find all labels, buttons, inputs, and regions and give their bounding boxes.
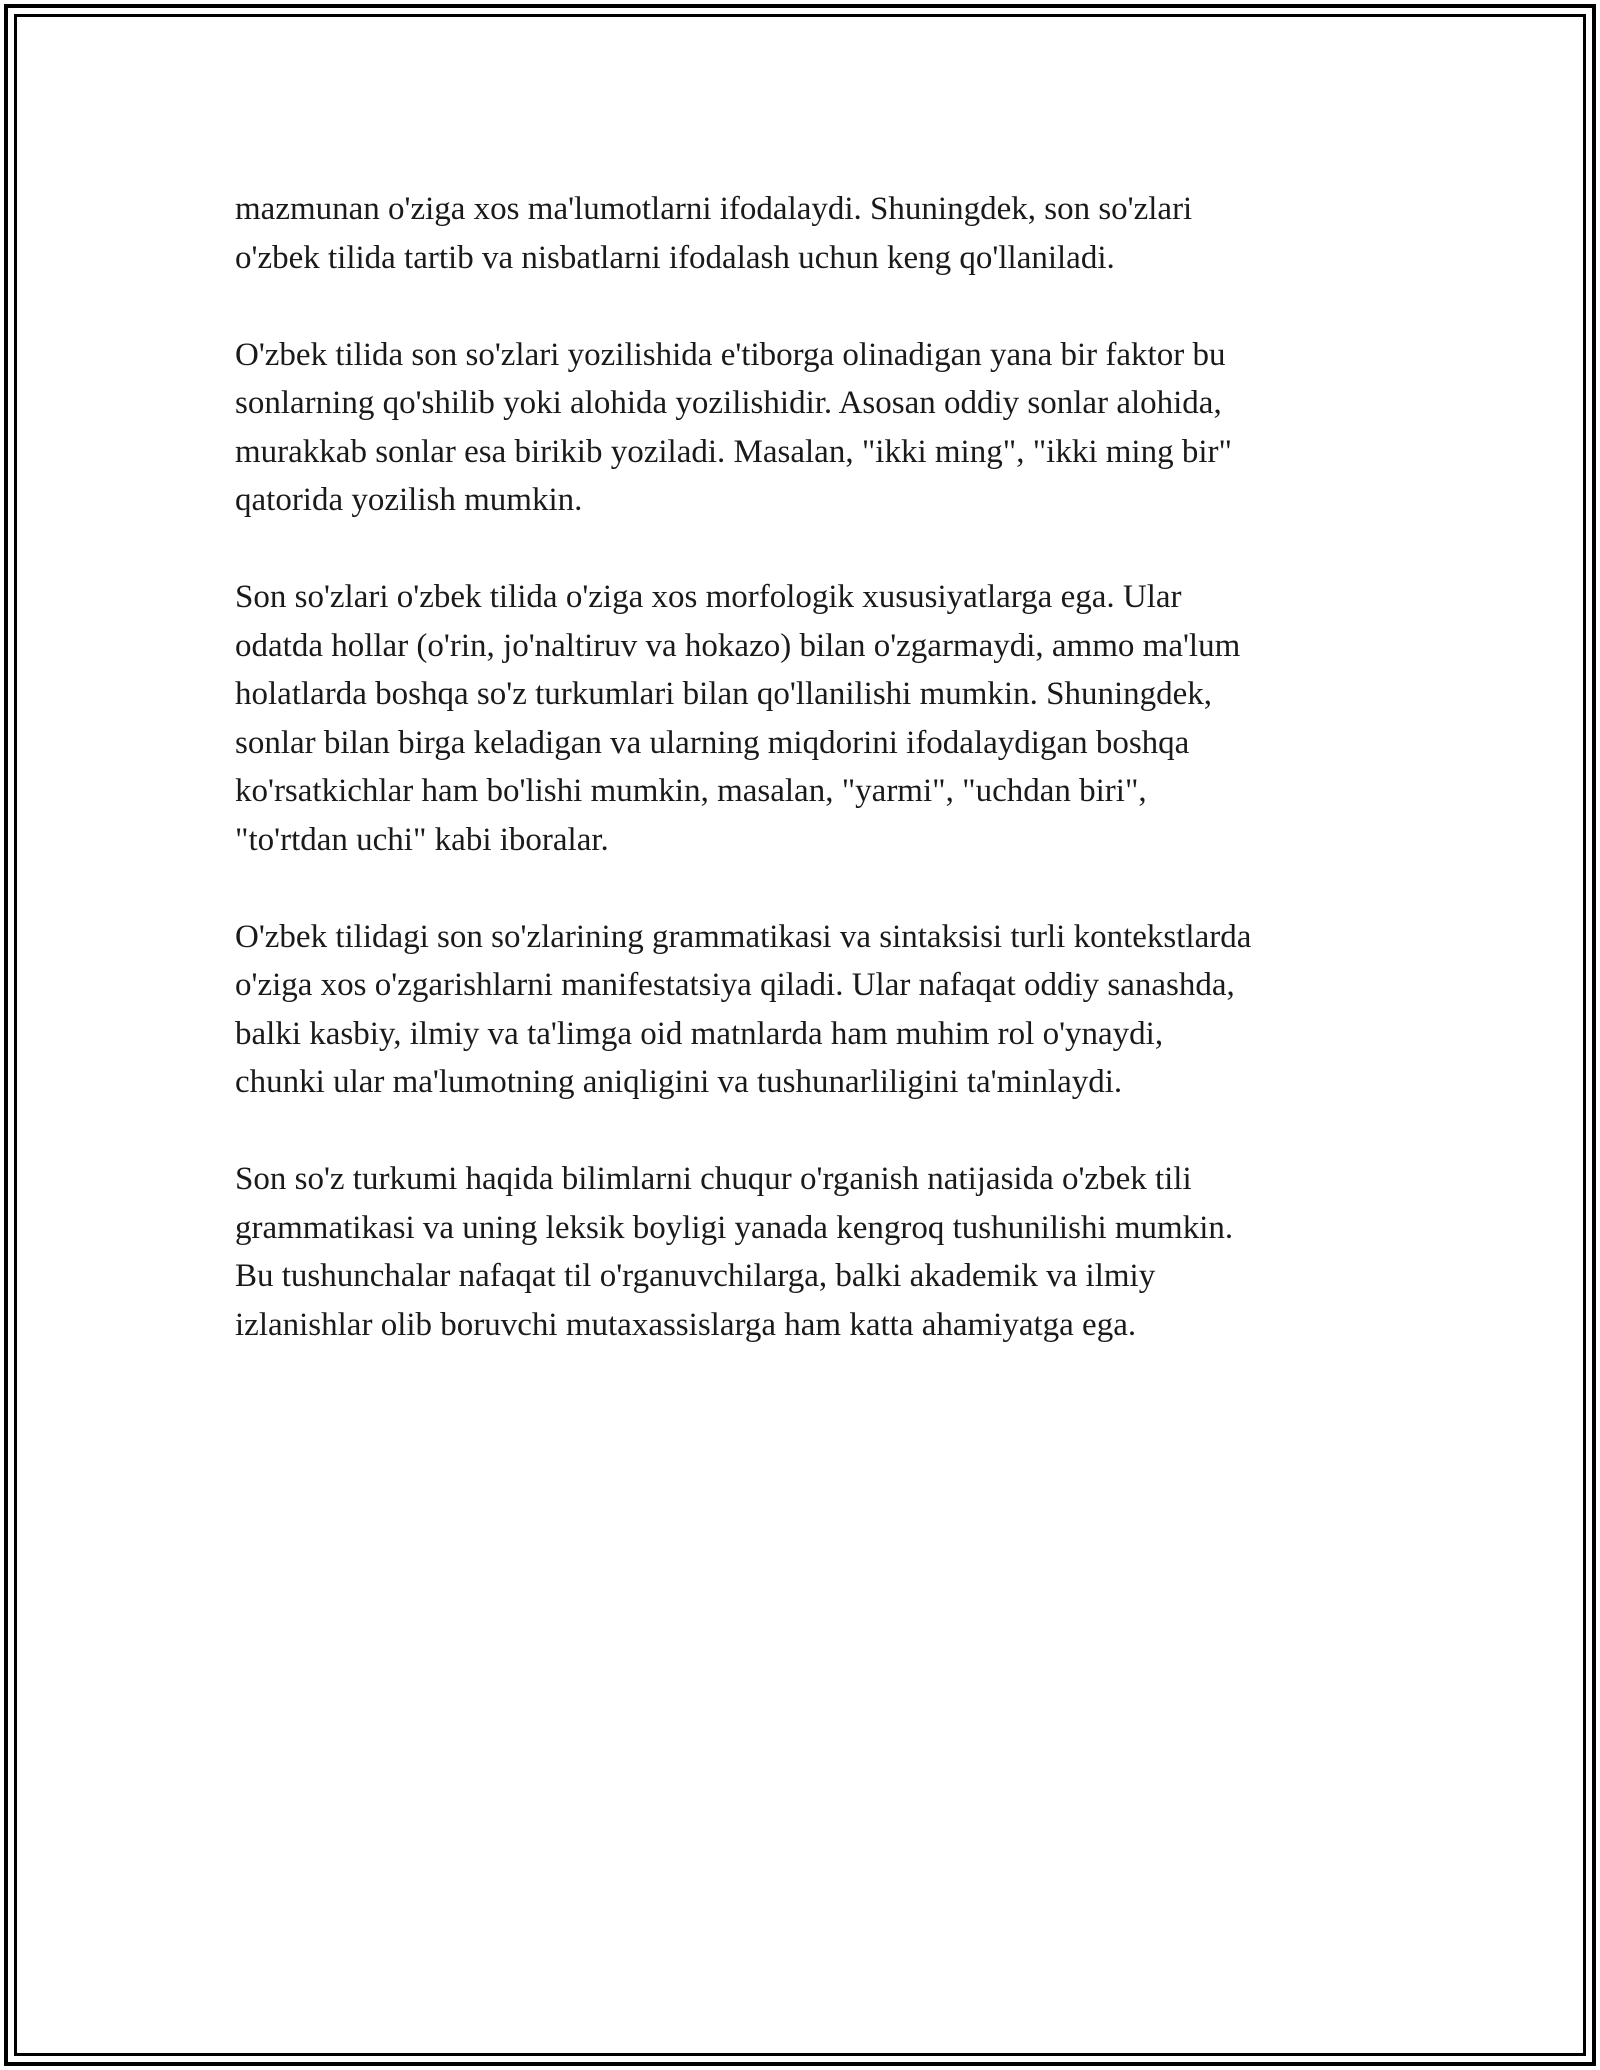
text-line: mazmunan o'ziga xos ma'lumotlarni ifodalaydi. Shuningdek, son so'zlari [235,191,1193,227]
text-line: ko'rsatkichlar ham bo'lishi mumkin, masalan, "yarmi", "uchdan biri", [235,773,1147,809]
text-line: O'zbek tilida son so'zlari yozilishida e'tiborga olinadigan yana bir faktor bu [235,336,1226,373]
text-line: sonlar bilan birga keladigan va ularning miqdorini ifodalaydigan boshqa [235,724,1190,761]
text-line: o'zbek tilida tartib va nisbatlarni ifodalash uchun keng qo'llaniladi. [235,239,1115,276]
text-line: chunki ular ma'lumotning aniqligini va tushunarliligini ta'minlaydi. [235,1064,1123,1100]
text-line: o'ziga xos o'zgarishlarni manifestatsiya qiladi. Ular nafaqat oddiy sanashda, [235,967,1235,1003]
text-line: odatda hollar (o'rin, jo'naltiruv va hokazo) bilan o'zgarmaydi, ammo ma'lum [235,627,1241,664]
text-line: Son so'z turkumi haqida bilimlarni chuqur o'rganish natijasida o'zbek tili [235,1161,1192,1197]
text-line: Bu tushunchalar nafaqat til o'rganuvchilarga, balki akademik va ilmiy [235,1258,1156,1294]
text-line: sonlarning qo'shilib yoki alohida yozilishidir. Asosan oddiy sonlar alohida, [235,385,1222,421]
paragraph-4 [235,913,1375,1107]
paragraph-3 [235,573,1375,864]
text-line: murakkab sonlar esa birikib yoziladi. Masalan, "ikki ming", "ikki ming bir" [235,433,1232,470]
text-line: balki kasbiy, ilmiy va ta'limga oid matnlarda ham muhim rol o'ynaydi, [235,1015,1164,1052]
text-line: grammatikasi va uning leksik boyligi yanada kengroq tushunilishi mumkin. [235,1209,1234,1246]
text-line: holatlarda boshqa so'z turkumlari bilan qo'llanilishi mumkin. Shuningdek, [235,676,1213,712]
text-line: O'zbek tilidagi son so'zlarining grammatikasi va sintaksisi turli kontekstlarda [235,918,1252,955]
text-line: izlanishlar olib boruvchi mutaxassislarga ham katta ahamiyatga ega. [235,1306,1137,1343]
text-line: Son so'zlari o'zbek tilida o'ziga xos morfologik xususiyatlarga ega. Ular [235,579,1182,615]
paragraph-1 [235,185,1375,282]
paragraph-5 [235,1155,1375,1349]
document-body [235,185,1375,1398]
text-line: "to'rtdan uchi" kabi iboralar. [235,821,609,858]
paragraph-2 [235,331,1375,525]
text-line: qatorida yozilish mumkin. [235,482,583,518]
